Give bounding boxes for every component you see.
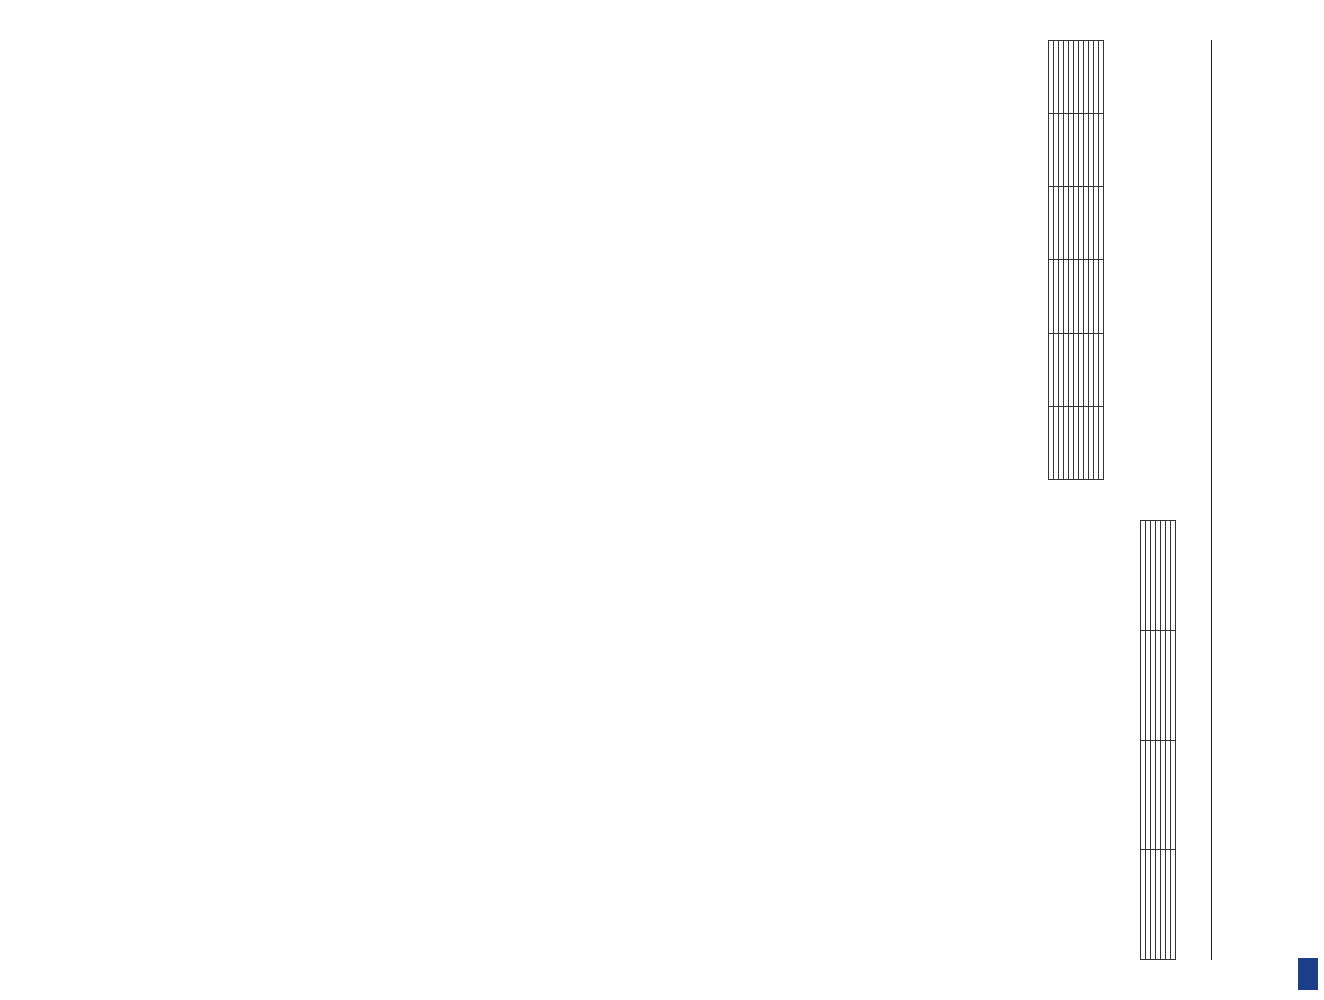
table-cell [1054,333,1059,406]
table-cell [1161,850,1166,960]
table-cell [1094,333,1099,406]
table-cell [1084,406,1089,479]
table-cell [1161,740,1166,850]
table-cell [1069,187,1074,260]
column-header [1099,260,1104,333]
column-header [1171,630,1176,740]
table-cell [1089,333,1094,406]
table-cell [1089,187,1094,260]
column-header [1171,850,1176,960]
table-cell [1079,114,1084,187]
paragraph [1158,40,1176,480]
paragraph [1020,40,1038,480]
table-row [1146,521,1151,960]
table-cell [1161,521,1166,631]
table-row [1089,41,1094,480]
table-cell [1049,260,1054,333]
paragraph [968,520,986,960]
digitization-note [1296,0,1318,1000]
table-cell [1156,850,1161,960]
paragraph [992,520,1010,960]
table-cell [1054,406,1059,479]
table-cell [1054,41,1059,114]
table-cell [1151,521,1156,631]
paragraph [1064,520,1082,960]
table-cell [1079,333,1084,406]
page-header [1211,40,1238,960]
table-row [1054,41,1059,480]
table-cell [1094,41,1099,114]
table-cell [1064,187,1069,260]
table-cell [1064,333,1069,406]
table-cell [1094,114,1099,187]
table-cell [1161,630,1166,740]
table-cell [1074,260,1079,333]
table-cell [1084,41,1089,114]
table-row [1064,41,1069,480]
table-cell [1146,630,1151,740]
table-cell [1079,406,1084,479]
table-cell [1069,406,1074,479]
column-header [1099,333,1104,406]
table-cell [1166,740,1171,850]
table-cell [1064,406,1069,479]
table-cell [1146,740,1151,850]
paragraph [972,40,990,480]
table-cell [1094,260,1099,333]
table-cell [1054,260,1059,333]
table-cell [1069,333,1074,406]
table-cell [1084,187,1089,260]
table-cell [1166,630,1171,740]
table-row [1156,521,1161,960]
table-cell [1084,114,1089,187]
table-cell [1069,114,1074,187]
table-cell [1151,850,1156,960]
table-cell [1049,187,1054,260]
table-cell [1059,187,1064,260]
table-cell [1166,850,1171,960]
table-row [1049,41,1054,480]
table-cell [1151,630,1156,740]
table-cell [1064,114,1069,187]
column-header [1171,521,1176,631]
paragraph [1110,40,1128,480]
table-cell [1141,850,1146,960]
column-header [1099,41,1104,114]
table-cell [1156,740,1161,850]
table-row [1069,41,1074,480]
table-cell [1141,630,1146,740]
table-row [1094,41,1099,480]
table-cell [1084,260,1089,333]
table-cell [1074,114,1079,187]
table-cell [1156,630,1161,740]
table-cell [1074,187,1079,260]
table-row [1074,41,1079,480]
table-cell [1141,740,1146,850]
table-cell [1049,333,1054,406]
table-cell [1069,260,1074,333]
table-cell [1059,114,1064,187]
table-cell [1084,333,1089,406]
table-cell [1156,521,1161,631]
revenue-table [1048,40,1104,480]
paragraph [1182,520,1200,960]
table-cell [1054,187,1059,260]
table-row [1161,521,1166,960]
table-cell [1059,260,1064,333]
paragraph [1040,520,1058,960]
table-row [1084,41,1089,480]
table-cell [1074,333,1079,406]
table-cell [1094,406,1099,479]
table-cell [1059,333,1064,406]
table-cell [1069,41,1074,114]
table-cell [1049,41,1054,114]
paragraph [1016,520,1034,960]
column-header [1099,114,1104,187]
table-row [1151,521,1156,960]
table-cell [1049,114,1054,187]
section-title [1112,520,1130,960]
table-cell [1054,114,1059,187]
table-cell [1064,41,1069,114]
right-column [962,520,1200,960]
table-cell [1089,260,1094,333]
table-row [1166,521,1171,960]
column-header [1099,406,1104,479]
table-header-row [1099,41,1104,480]
table-cell [1059,406,1064,479]
table-cell [1079,260,1084,333]
left-column [966,40,1200,480]
column-header [1171,740,1176,850]
table-cell [1141,521,1146,631]
table-header-row [1171,521,1176,960]
dfg-logo [1298,958,1318,990]
paragraph [1182,40,1200,480]
table-cell [1146,521,1151,631]
table-cell [1089,41,1094,114]
table-cell [1049,406,1054,479]
table-cell [1079,187,1084,260]
table-cell [1074,406,1079,479]
table-row [1079,41,1084,480]
table-cell [1151,740,1156,850]
table-row [1141,521,1146,960]
column-header [1099,187,1104,260]
paragraph [1088,520,1106,960]
paragraph [1134,40,1152,480]
table-cell [1079,41,1084,114]
paragraph [996,40,1014,480]
table-cell [1089,406,1094,479]
table-cell [1074,41,1079,114]
table-cell [1094,187,1099,260]
table-row [1059,41,1064,480]
table-cell [1059,41,1064,114]
page-footer [60,40,82,960]
table-cell [1146,850,1151,960]
institutions-table [1140,520,1176,960]
table-cell [1089,114,1094,187]
table-cell [1166,521,1171,631]
table-cell [1064,260,1069,333]
rotated-page [42,0,1262,1000]
